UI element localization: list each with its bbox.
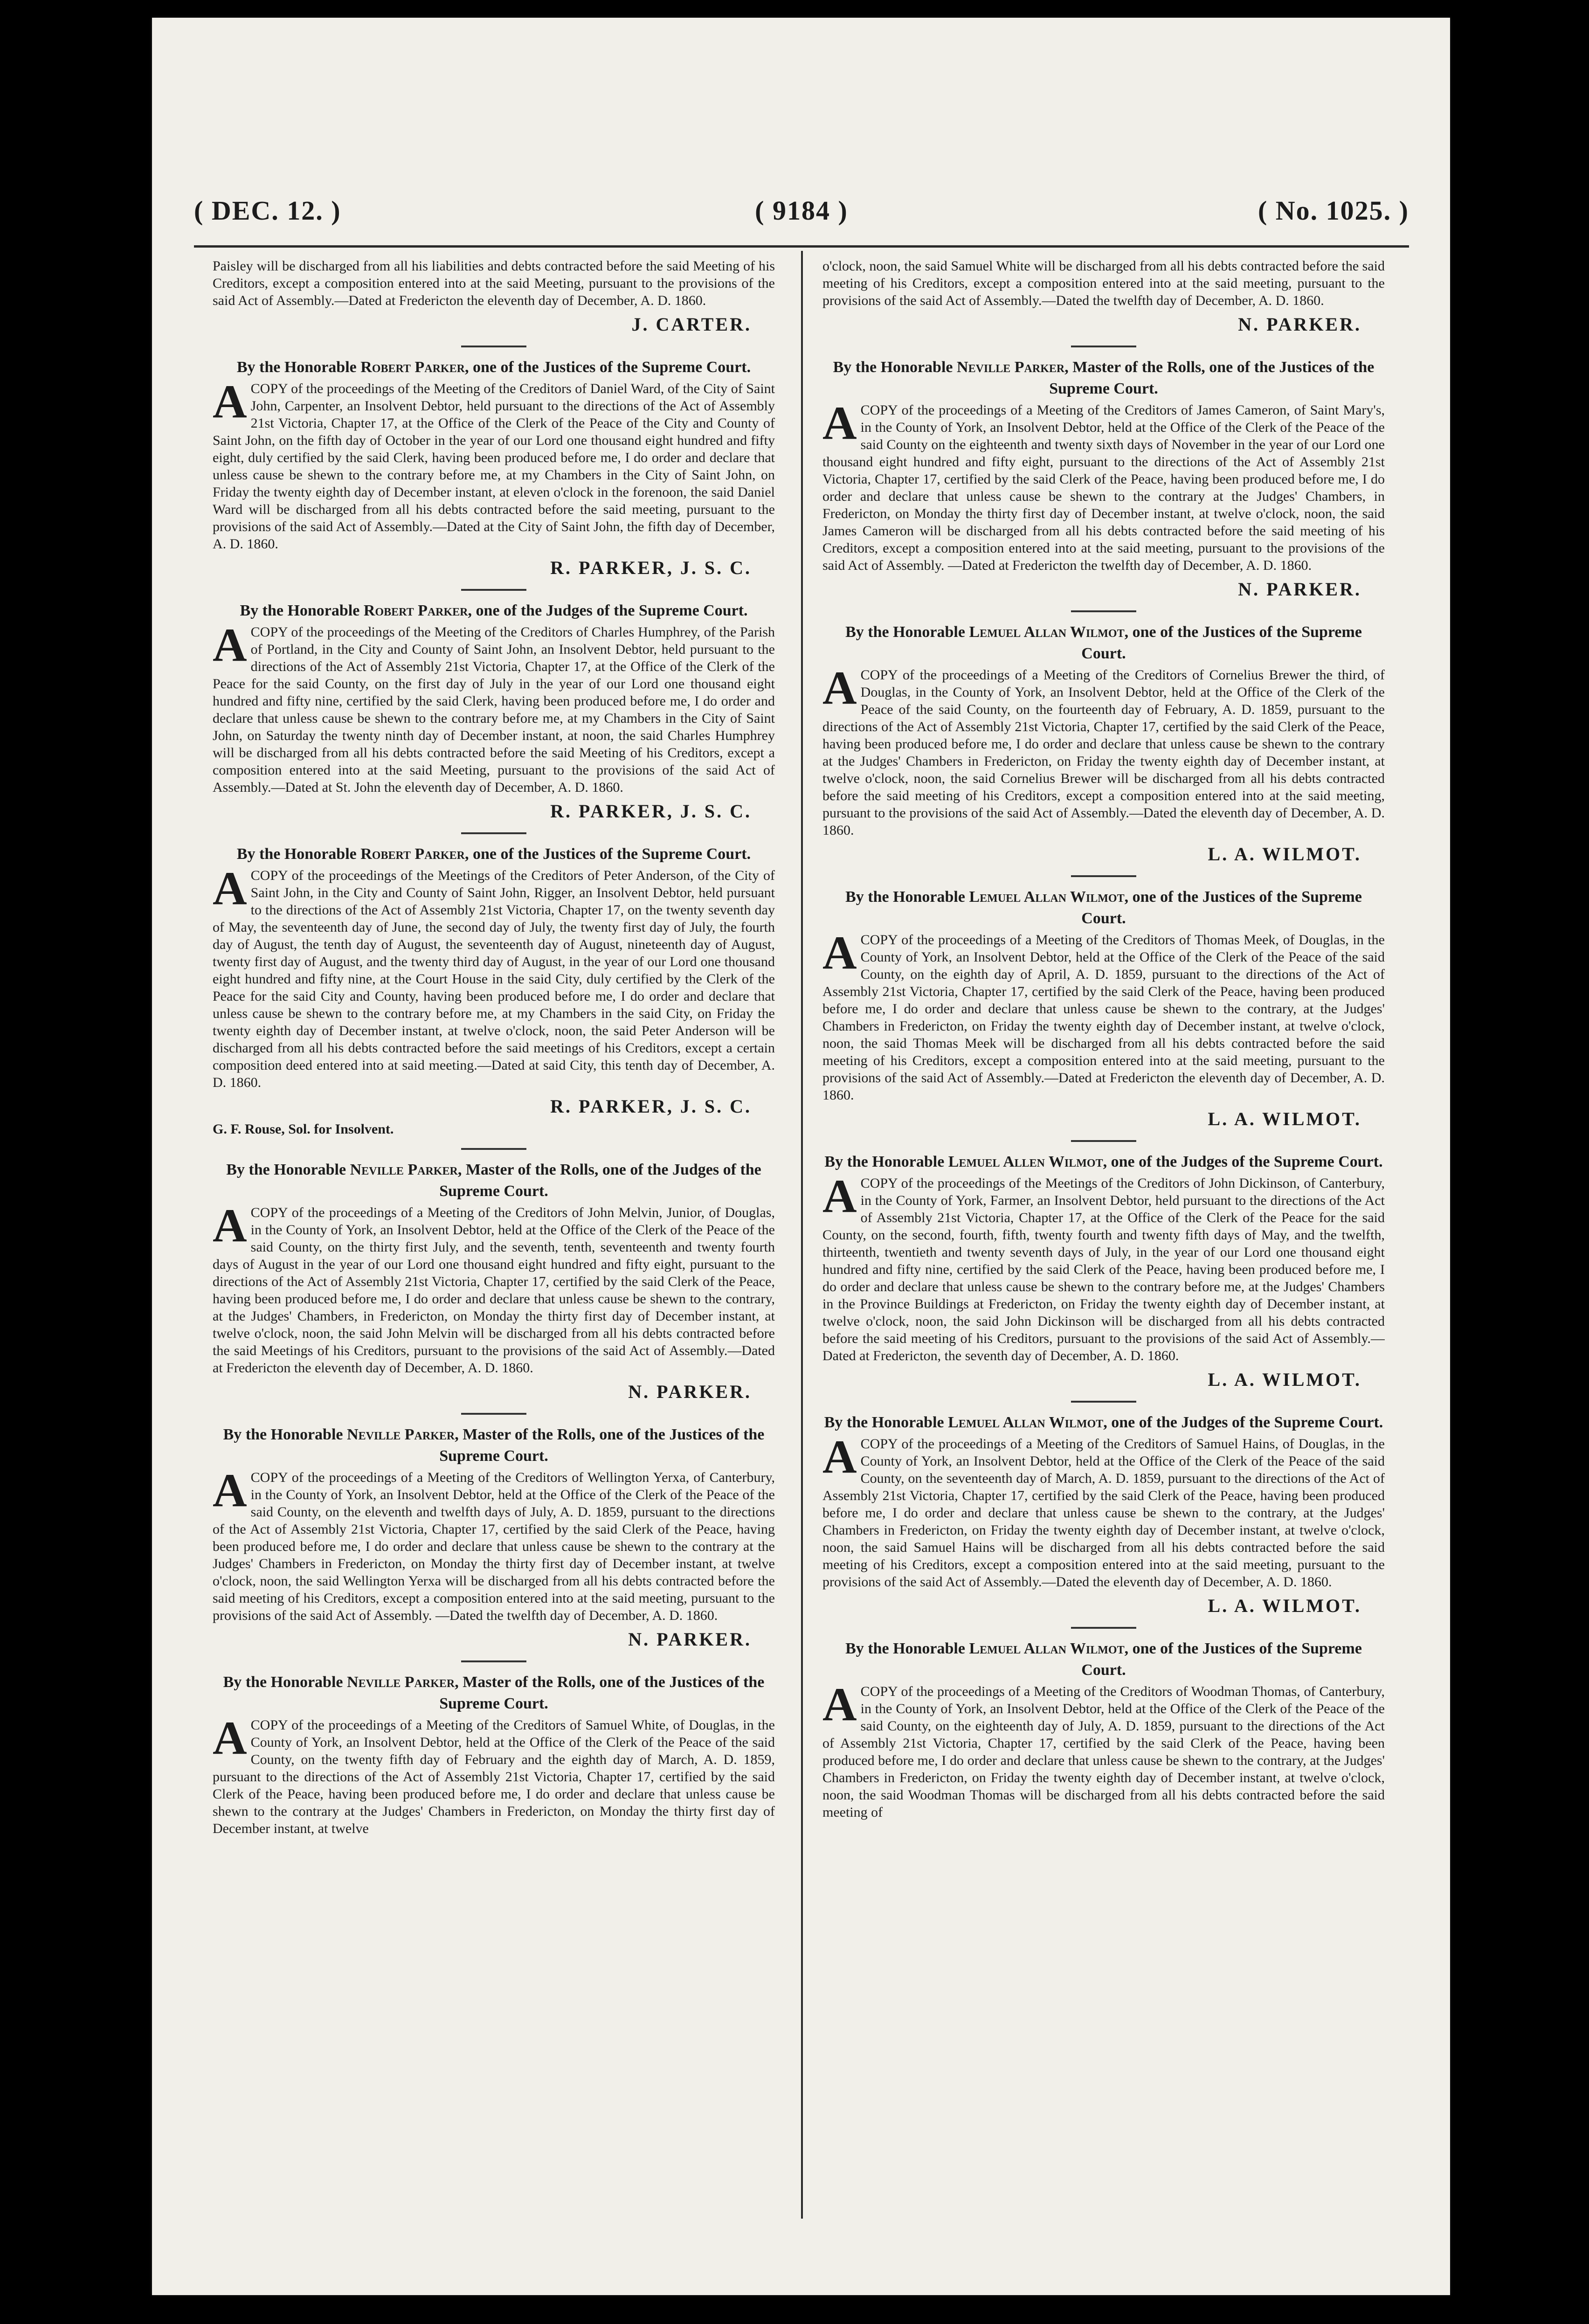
notice-judge-name: Neville Parker — [957, 359, 1065, 376]
notice-dropcap: A — [213, 1712, 247, 1764]
notice-title-prefix: By the Honorable — [236, 845, 361, 863]
notice-title-prefix: By the Honorable — [845, 1640, 969, 1657]
section-rule — [461, 1148, 526, 1150]
legal-notice — [822, 622, 1385, 877]
legal-notice — [213, 844, 775, 1150]
legal-notice — [213, 1424, 775, 1662]
notice-solicitor: G. F. Rouse, Sol. for Insolvent. — [213, 1121, 394, 1137]
section-rule — [1071, 1627, 1136, 1629]
left-notices — [213, 357, 775, 1837]
notice-dropcap: A — [822, 662, 857, 714]
legal-notice — [822, 1638, 1385, 1821]
continuation-text: o'clock, noon, the said Samuel White will be discharged from all his debts contracted before the said meeting of his Creditors, except a composition entered into at the said meeting, pursuant to the provisions of the said Act of Assembly.—Dated the twelfth day of December, A. D. 1860. — [822, 258, 1385, 308]
notice-title-suffix: , Master of the Rolls, one of the Justices of the Supreme Court. — [439, 1674, 765, 1712]
notice-body-text: COPY of the proceedings of the Meeting of the Creditors of Charles Humphrey, of the Parish of Portland, in the City and County of Saint John, an Insolvent Debtor, held pursuant to the directions of the Act of Assembly 21st Victoria, Chapter 17, at the Office of the Clerk of the Peace for the said County, on the first day of July in the year of our Lord one thousand eight hundred and fifty nine, certified by the said Clerk, having been produced before me, I do order and declare that unless cause be shewn to the contrary before me, at my Chambers in the City of Saint John, on Saturday the twenty ninth day of December instant, at noon, the said Charles Humphrey will be discharged from all his debts contracted before the said Meeting of his Creditors, except a composition entered into at the said Meeting, pursuant to the provisions of the said Act of Assembly.—Dated at St. John the eleventh day of December, A. D. 1860. — [213, 624, 775, 795]
notice-title — [822, 1151, 1385, 1173]
notice-body — [822, 662, 1385, 839]
notice-signature: N. PARKER. — [628, 1629, 752, 1650]
notice-dropcap: A — [213, 1464, 247, 1517]
notice-title — [822, 622, 1385, 664]
page-header — [194, 195, 1409, 246]
notice-body — [213, 1199, 775, 1376]
notice-title — [822, 357, 1385, 400]
notice-title-prefix: By the Honorable — [845, 623, 969, 641]
right-notices — [822, 357, 1385, 1821]
notice-title — [213, 1159, 775, 1202]
section-rule — [461, 1413, 526, 1415]
notice-title-suffix: , one of the Justices of the Supreme Court. — [464, 845, 751, 863]
notice-dropcap: A — [213, 1199, 247, 1252]
section-rule — [1071, 346, 1136, 347]
notice-title-suffix: , one of the Justices of the Supreme Court. — [1081, 623, 1362, 662]
notice-dropcap: A — [822, 1431, 857, 1483]
legal-notice — [822, 1412, 1385, 1629]
notice-title — [822, 1412, 1385, 1433]
legal-notice — [213, 357, 775, 591]
notice-title — [213, 1424, 775, 1467]
legal-notice — [213, 600, 775, 834]
legal-notice — [822, 886, 1385, 1142]
right-column — [822, 257, 1385, 2230]
section-rule — [1071, 1401, 1136, 1403]
notice-body-text: COPY of the proceedings of a Meeting of the Creditors of James Cameron, of Saint Mary's, in the County of York, an Insolvent Debtor, held at the Office of the Clerk of the Peace of the said County on the eighteenth and twenty sixth days of November in the year of our Lord one thousand eight hundred and fifty eight, pursuant to the directions of the Act of Assembly 21st Victoria, Chapter 17, certified by the said Clerk of the Peace, having been produced before me, I do order and declare that unless cause be shewn to the contrary at the Judges' Chambers, in Fredericton, on Monday the thirty first day of December instant, at twelve o'clock, noon, the said James Cameron will be discharged from all his debts contracted before the said meeting of his Creditors, except a composition entered into at the said meeting, pursuant to the provisions of the said Act of Assembly. —Dated at Fredericton the twelfth day of December, A. D. 1860. — [822, 402, 1385, 573]
notice-title-suffix: , one of the Judges of the Supreme Court. — [1103, 1414, 1383, 1431]
notice-body — [822, 397, 1385, 574]
continuation-signature: J. CARTER. — [631, 314, 752, 335]
notice-signature: L. A. WILMOT. — [1208, 1595, 1361, 1616]
header-date: ( DEC. 12. ) — [194, 195, 341, 226]
notice-body-text: COPY of the proceedings of a Meeting of the Creditors of Woodman Thomas, of Canterbury, in the County of York, an Insolvent Debtor, held at the Office of the Clerk of the Peace of the said County, on the eighteenth day of July, A. D. 1859, pursuant to the directions of the Act of Assembly 21st Victoria, Chapter 17, certified by the said Clerk of the Peace, having been produced before me, I do order and declare that unless cause be shewn to the contrary, at the Judges' Chambers in Fredericton, on Friday the twenty eighth day of December instant, at twelve o'clock, noon, the said Woodman Thomas will be discharged from all his debts contracted before the said meeting of — [822, 1684, 1385, 1820]
notice-title-prefix: By the Honorable — [833, 359, 957, 376]
notice-signature: L. A. WILMOT. — [1208, 844, 1361, 865]
legal-notice — [213, 1159, 775, 1415]
notice-signature: R. PARKER, J. S. C. — [550, 1096, 752, 1117]
notice-signature: R. PARKER, J. S. C. — [550, 557, 752, 578]
notice-title — [213, 1672, 775, 1715]
section-rule — [1071, 875, 1136, 877]
notice-judge-name: Neville Parker — [347, 1426, 455, 1443]
notice-dropcap: A — [213, 862, 247, 915]
notice-title — [213, 844, 775, 865]
notice-body — [213, 1464, 775, 1624]
notice-title-prefix: By the Honorable — [824, 1414, 948, 1431]
notice-judge-name: Robert Parker — [363, 602, 468, 619]
section-rule — [461, 1660, 526, 1662]
notice-body — [213, 862, 775, 1091]
header-page-number: ( 9184 ) — [755, 195, 848, 226]
section-rule — [461, 832, 526, 834]
notice-title-prefix: By the Honorable — [240, 602, 364, 619]
notice-dropcap: A — [822, 1678, 857, 1731]
notice-title-suffix: , one of the Justices of the Supreme Court. — [1081, 888, 1362, 927]
notice-title-prefix: By the Honorable — [223, 1674, 347, 1691]
notice-judge-name: Neville Parker — [347, 1674, 455, 1691]
notice-body-text: COPY of the proceedings of the Meeting of the Creditors of Daniel Ward, of the City of Saint John, Carpenter, an Insolvent Debtor, held pursuant to the directions of the Act of Assembly 21st Victoria, Chapter 17, at the Office of the Clerk of the Peace of the City and County of Saint John, on the fifth day of October in the year of our Lord one thousand eight hundred and fifty eight, duly certified by the said Clerk, having been produced before me, I do order and declare that unless cause be shewn to the contrary before me, at my Chambers in the City of Saint John, on Friday the twenty eighth day of December instant, at eleven o'clock in the forenoon, the said Daniel Ward will be discharged from all his debts contracted before the said meeting, pursuant to the provisions of the said Act of Assembly.—Dated at the City of Saint John, the fifth day of December, A. D. 1860. — [213, 381, 775, 552]
notice-title-prefix: By the Honorable — [226, 1161, 350, 1178]
notice-judge-name: Lemuel Allan Wilmot — [948, 1414, 1104, 1431]
notice-title-suffix: , one of the Judges of the Supreme Court. — [1103, 1153, 1383, 1170]
notice-title-suffix: , Master of the Rolls, one of the Justices of the Supreme Court. — [439, 1426, 765, 1465]
notice-body-text: COPY of the proceedings of a Meeting of the Creditors of Cornelius Brewer the third, of Douglas, in the County of York, an Insolvent Debtor, held at the Office of the Clerk of the Peace of the said County, on the fourteenth day of February, A. D. 1859, pursuant to the directions of the Act of Assembly 21st Victoria, Chapter 17, certified by the said Clerk of the Peace, having been produced before me, I do order and declare that unless cause be shewn to the contrary at the Judges' Chambers in Fredericton, on Friday the twenty eighth day of December instant, at twelve o'clock, noon, the said Cornelius Brewer will be discharged from all his debts contracted before the said meeting of his Creditors, except a composition entered into at the said meeting, pursuant to the provisions of the said Act of Assembly.—Dated the eleventh day of December, A. D. 1860. — [822, 667, 1385, 838]
legal-notice — [822, 357, 1385, 612]
notice-body — [213, 375, 775, 553]
notice-title-suffix: , one of the Judges of the Supreme Court. — [468, 602, 748, 619]
continuation-signature: N. PARKER. — [1238, 314, 1361, 335]
notice-dropcap: A — [213, 375, 247, 428]
notice-signature: N. PARKER. — [628, 1381, 752, 1402]
section-rule — [461, 346, 526, 347]
notice-judge-name: Lemuel Allan Wilmot — [969, 888, 1125, 906]
notice-body-text: COPY of the proceedings of a Meeting of the Creditors of Wellington Yerxa, of Canterbury, in the County of York, an Insolvent Debtor, held at the Office of the Clerk of the Peace of the said County, on the eleventh and twelfth days of July, A. D. 1859, pursuant to the directions of the Act of Assembly 21st Victoria, Chapter 17, certified by the said Clerk of the Peace, having been produced before me, I do order and declare that unless cause be shewn to the contrary at the Judges' Chambers in Fredericton, on Monday the thirty first day of December instant, at twelve o'clock, noon, the said Wellington Yerxa will be discharged from all his debts contracted before the said meeting of his Creditors, except a composition entered into at the said meeting, pursuant to the provisions of the said Act of Assembly. —Dated the twelfth day of December, A. D. 1860. — [213, 1470, 775, 1623]
notice-body — [213, 1712, 775, 1837]
notice-body-text: COPY of the proceedings of the Meetings of the Creditors of Peter Anderson, of the City of Saint John, in the City and County of Saint John, Rigger, an Insolvent Debtor, held pursuant to the directions of the Act of Assembly 21st Victoria, Chapter 17, on the twenty seventh day of May, the seventeenth day of June, the second day of July, the twenty first day of July, the fourth day of August, the tenth day of August, the seventeenth day of August, nineteenth day of August, twenty first day of August, and the twenty third day of August, in the year of our Lord one thousand eight hundred and fifty nine, at the Court House in the said City, duly certified by the Clerk of the Peace for the said City and County, having been produced before me, I do order and declare that unless cause be shewn to the contrary before me, at my Chambers in the said City, on Friday the twenty eighth day of December instant, at twelve o'clock, noon, the said Peter Anderson will be discharged from all his debts contracted before the said meetings of his Creditors, except a certain composition deed entered into at said meeting.—Dated at said City, this tenth day of December, A. D. 1860. — [213, 868, 775, 1090]
notice-body-text: COPY of the proceedings of a Meeting of the Creditors of Samuel Hains, of Douglas, in the County of York, an Insolvent Debtor, held at the Office of the Clerk of the Peace of the said County, on the seventeenth day of March, A. D. 1859, pursuant to the directions of the Act of Assembly 21st Victoria, Chapter 17, certified by the said Clerk of the Peace, having been produced before me, I do order and declare that unless cause be shewn to the contrary, at the Judges' Chambers in Fredericton, on Friday the twenty eighth day of December instant, at twelve o'clock, noon, the said Samuel Hains will be discharged from all his debts contracted before the said meeting of his Creditors, except a composition entered into at the said meeting, pursuant to the provisions of the said Act of Assembly.—Dated the eleventh day of December, A. D. 1860. — [822, 1436, 1385, 1590]
notice-title — [822, 1638, 1385, 1681]
notice-judge-name: Lemuel Allan Wilmot — [969, 1640, 1125, 1657]
notice-title-suffix: , one of the Justices of the Supreme Court. — [1081, 1640, 1362, 1679]
notice-body — [822, 1431, 1385, 1591]
notice-judge-name: Neville Parker — [350, 1161, 458, 1178]
notice-title-prefix: By the Honorable — [223, 1426, 347, 1443]
notice-title-prefix: By the Honorable — [845, 888, 969, 906]
notice-body-text: COPY of the proceedings of the Meetings of the Creditors of John Dickinson, of Canterbury, in the County of York, Farmer, an Insolvent Debtor, held pursuant to the directions of the Act of Assembly 21st Victoria, Chapter 17, at the Office of the Clerk of the Peace for the said County, on the second, fourth, fifth, twenty fourth and twenty fifth days of May, and the twelfth, thirteenth, twentieth and twenty seventh days of July, in the year of our Lord one thousand eight hundred and fifty nine, certified by the said Clerk of the Peace, having been produced before me, I do order and declare that unless cause be shewn to the contrary before me, at the Judges' Chambers in the Province Buildings at Fredericton, on Friday the twenty eighth day of December instant, at twelve o'clock, noon, the said John Dickinson will be discharged from all his debts contracted before the said meeting of his Creditors, pursuant to the provisions of the said Act of Assembly.—Dated at Fredericton, the seventh day of December, A. D. 1860. — [822, 1176, 1385, 1363]
notice-title-suffix: , Master of the Rolls, one of the Judges of the Supreme Court. — [439, 1161, 761, 1200]
section-rule — [1071, 610, 1136, 612]
notice-title-prefix: By the Honorable — [236, 359, 361, 376]
notice-title-suffix: , Master of the Rolls, one of the Justices of the Supreme Court. — [1049, 359, 1375, 397]
notice-body-text: COPY of the proceedings of a Meeting of the Creditors of John Melvin, Junior, of Douglas, in the County of York, an Insolvent Debtor, held at the Office of the Clerk of the Peace of the said County, on the thirty first July, and the seventh, tenth, seventeenth and twenty fourth days of August in the year of our Lord one thousand eight hundred and fifty eight, pursuant to the directions of the Act of Assembly 21st Victoria, Chapter 17, certified by the said Clerk of the Peace, having been produced before me, I do order and declare that unless cause be shewn to the contrary, at the Judges' Chambers, in Fredericton, on Monday the thirty first day of December instant, at twelve o'clock, noon, the said John Melvin will be discharged from all his debts contracted before the said Meetings of his Creditors, pursuant to the provisions of the said Act of Assembly.—Dated at Fredericton the eleventh day of December, A. D. 1860. — [213, 1205, 775, 1376]
notice-title — [213, 600, 775, 622]
notice-signature: R. PARKER, J. S. C. — [550, 801, 752, 822]
notice-dropcap: A — [822, 927, 857, 979]
notice-signature: N. PARKER. — [1238, 579, 1361, 600]
notice-body — [213, 619, 775, 796]
gazette-page — [152, 18, 1450, 2295]
notice-title — [213, 357, 775, 378]
notice-body — [822, 1678, 1385, 1821]
notice-title — [822, 886, 1385, 929]
left-column — [213, 257, 775, 2230]
notice-signature: L. A. WILMOT. — [1208, 1369, 1361, 1390]
notice-judge-name: Robert Parker — [360, 359, 465, 376]
notice-judge-name: Lemuel Allen Wilmot — [948, 1153, 1103, 1170]
notice-title-prefix: By the Honorable — [824, 1153, 948, 1170]
notice-judge-name: Robert Parker — [360, 845, 465, 863]
notice-body — [822, 1170, 1385, 1364]
header-issue-number: ( No. 1025. ) — [1257, 195, 1409, 226]
column-divider — [801, 251, 803, 2219]
legal-notice — [822, 1151, 1385, 1403]
notice-title-suffix: , one of the Justices of the Supreme Court. — [464, 359, 751, 376]
legal-notice — [213, 1672, 775, 1837]
notice-judge-name: Lemuel Allan Wilmot — [969, 623, 1125, 641]
notice-body — [822, 927, 1385, 1104]
notice-body-text: COPY of the proceedings of a Meeting of the Creditors of Thomas Meek, of Douglas, in the County of York, an Insolvent Debtor, held at the Office of the Clerk of the Peace of the said County, on the eighth day of April, A. D. 1859, pursuant to the directions of the Act of Assembly 21st Victoria, Chapter 17, certified by the said Clerk of the Peace, having been produced before me, I do order and declare that unless cause be shewn to the contrary, at the Judges' Chambers in Fredericton, on Friday the twenty eighth day of December instant, at twelve o'clock, noon, the said Thomas Meek will be discharged from all his debts contracted before the said meeting of his Creditors, except a composition entered into at the said meeting, pursuant to the provisions of the said Act of Assembly.—Dated at Fredericton the eleventh day of December, A. D. 1860. — [822, 932, 1385, 1103]
notice-dropcap: A — [822, 397, 857, 450]
header-rule — [194, 245, 1409, 248]
notice-body-text: COPY of the proceedings of a Meeting of the Creditors of Samuel White, of Douglas, in the County of York, an Insolvent Debtor, held at the Office of the Clerk of the Peace of the said County, on the twenty fifth day of February and the eighth day of March, A. D. 1859, pursuant to the directions of the Act of Assembly 21st Victoria, Chapter 17, certified by the said Clerk of the Peace, having been produced before me, I do order and declare that unless cause be shewn to the contrary at the Judges' Chambers in Fredericton, on Monday the thirty first day of December instant, at twelve — [213, 1717, 775, 1836]
section-rule — [1071, 1140, 1136, 1142]
section-rule — [461, 589, 526, 591]
notice-signature: L. A. WILMOT. — [1208, 1108, 1361, 1129]
continuation-text: Paisley will be discharged from all his liabilities and debts contracted before the said Meeting of his Creditors, except a composition entered into at the said Meeting, pursuant to the provisions of the said Act of Assembly.—Dated at Fredericton the eleventh day of December, A. D. 1860. — [213, 258, 775, 308]
notice-dropcap: A — [822, 1170, 857, 1223]
notice-dropcap: A — [213, 619, 247, 671]
